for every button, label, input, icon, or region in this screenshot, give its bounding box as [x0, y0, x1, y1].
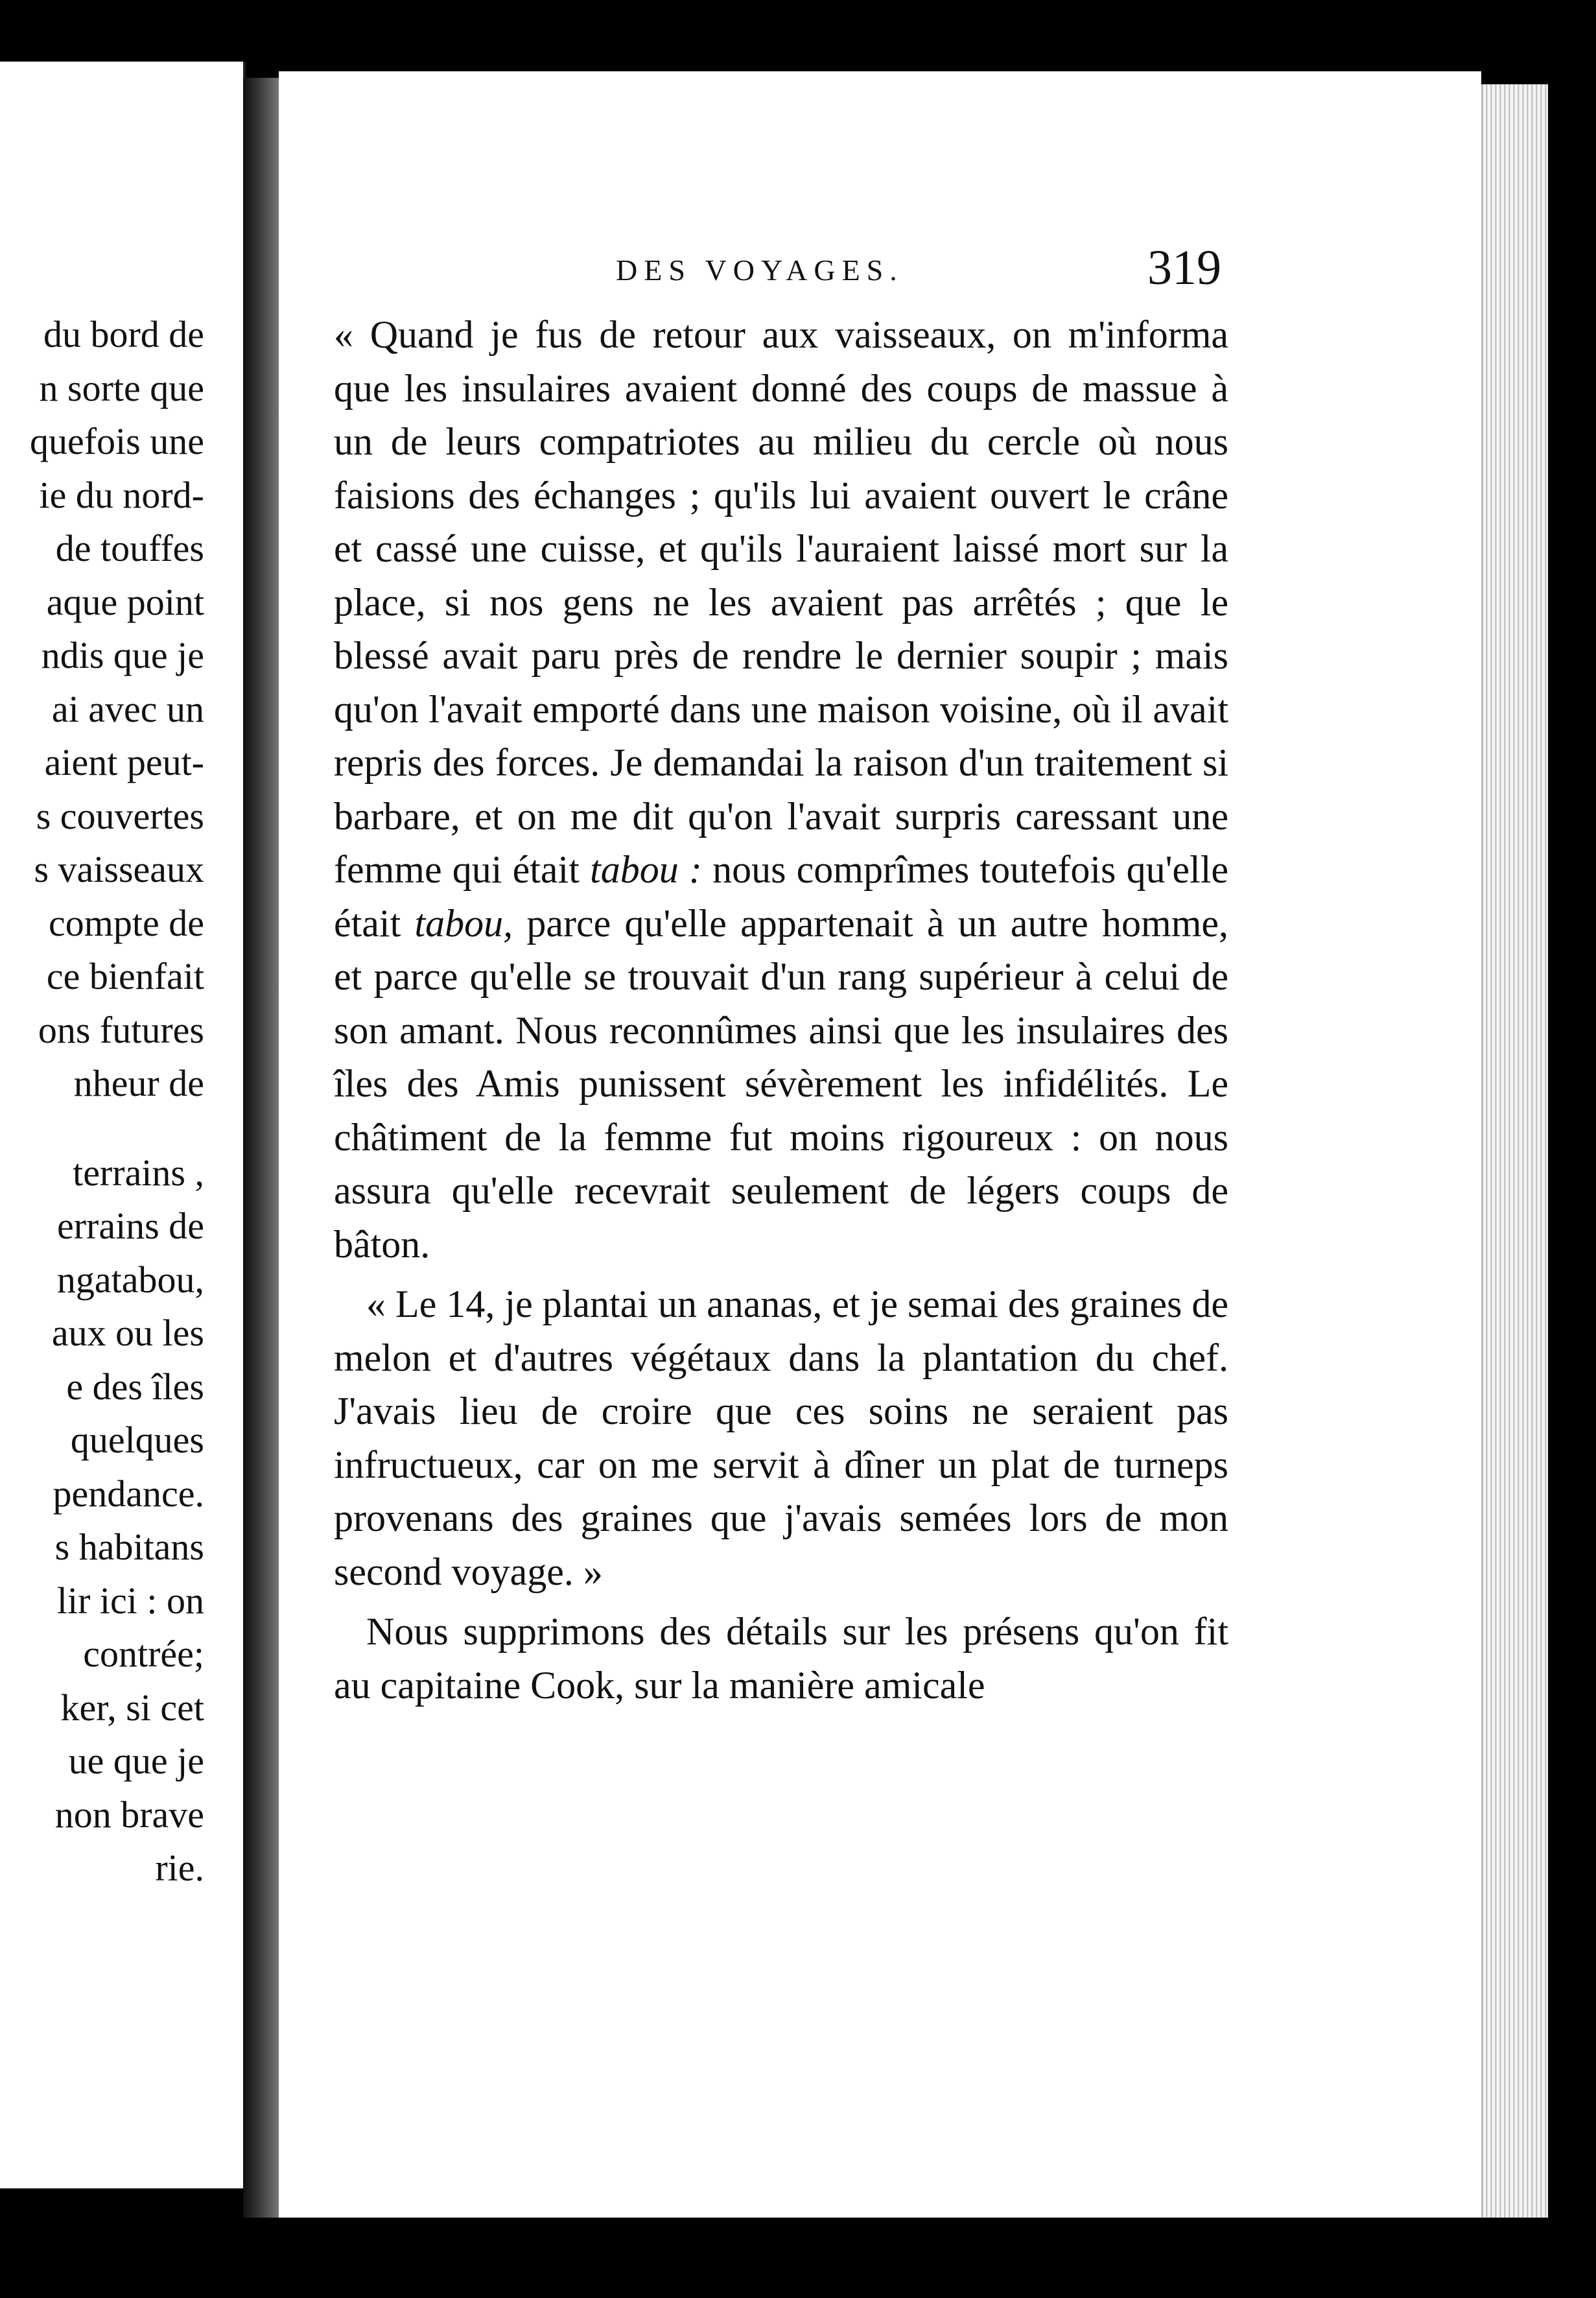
paragraph: Nous supprimons des détails sur les présens qu'on fit au capitaine Cook, sur la manière amicale: [334, 1610, 1228, 1707]
italic-word: tabou :: [590, 848, 702, 891]
text-run: nous comprîmes toutefois qu'elle était: [334, 848, 1228, 945]
left-line: nheur de: [73, 1062, 204, 1104]
left-line: ie du nord-: [39, 473, 204, 516]
text-run: « Quand je fus de retour aux vaisseaux, on m'informa que les insulaires avaient donné des coups de massue à un de leurs compatriotes au milieu du cercle où nous faisions des échanges ; qu'ils lui avaient ouvert le crâne et cassé une cuisse, et qu'ils l'auraient laissé mort sur la place, si nos gens ne les avaient pas arrêtés ; que le blessé avait paru près de rendre le dernier soupir ; mais qu'on l'avait emporté dans une maison voisine, où il avait repris des forces. Je demandai la raison d'un traitement si barbare, et on me dit qu'on l'avait surpris caressant une femme qui était: [334, 313, 1228, 891]
page-number: 319: [1147, 241, 1221, 295]
left-line: n sorte que: [39, 366, 204, 409]
left-line: ai avec un: [51, 687, 204, 730]
page-edge: [1481, 84, 1548, 2218]
left-line: lir ici : on: [56, 1579, 204, 1622]
left-line: ons futures: [38, 1008, 204, 1051]
italic-word: tabou,: [414, 901, 513, 945]
left-line: terrains ,: [73, 1151, 204, 1194]
left-line: ue que je: [68, 1740, 204, 1782]
left-line: ndis que je: [41, 634, 204, 676]
running-header: DES VOYAGES.: [616, 254, 904, 287]
book-gutter: [243, 78, 279, 2218]
left-line: aient peut-: [44, 741, 204, 783]
left-line: quelques: [70, 1419, 204, 1461]
left-line: non brave: [54, 1793, 204, 1836]
left-line: s couvertes: [36, 794, 204, 837]
text-run: parce qu'elle appartenait à un autre homme, et parce qu'elle se trouvait d'un rang supérieur à celui de son amant. Nous reconnûmes ainsi que les insulaires des îles des Amis punissent sévèrement les infidélités. Le châtiment de la femme fut moins rigoureux : on nous assura qu'elle recevrait seulement de légers coups de bâton.: [334, 901, 1229, 1266]
left-line: quefois une: [30, 420, 204, 462]
left-line: aque point: [46, 580, 204, 623]
left-line: s vaisseaux: [34, 848, 204, 890]
left-line: s habitans: [54, 1526, 204, 1568]
paragraph: « Le 14, je plantai un ananas, et je semai des graines de melon et d'autres végétaux dans la plantation du chef. J'avais lieu de croire que ces soins ne seraient pas infructueux, car on me servit à dîner un plat de turneps provenans des graines que j'avais semées lors de mon second voyage. »: [334, 1283, 1228, 1593]
left-line: ker, si cet: [60, 1686, 204, 1729]
left-line: errains de: [56, 1205, 204, 1247]
left-page: [0, 62, 246, 2188]
page-body: [334, 308, 1228, 1712]
left-page-text: [30, 308, 204, 1895]
paragraph: [334, 308, 1228, 1271]
left-line: du bord de: [43, 313, 204, 355]
left-line: ngatabou,: [56, 1258, 204, 1301]
left-line: contrée;: [83, 1633, 204, 1675]
left-line: aux ou les: [51, 1312, 204, 1354]
left-line: pendance.: [53, 1472, 204, 1515]
left-line: de touffes: [55, 527, 204, 569]
left-line: e des îles: [66, 1365, 204, 1408]
left-line: ce bienfait: [46, 955, 204, 997]
left-line: compte de: [49, 901, 204, 944]
left-line: rie.: [155, 1847, 204, 1889]
